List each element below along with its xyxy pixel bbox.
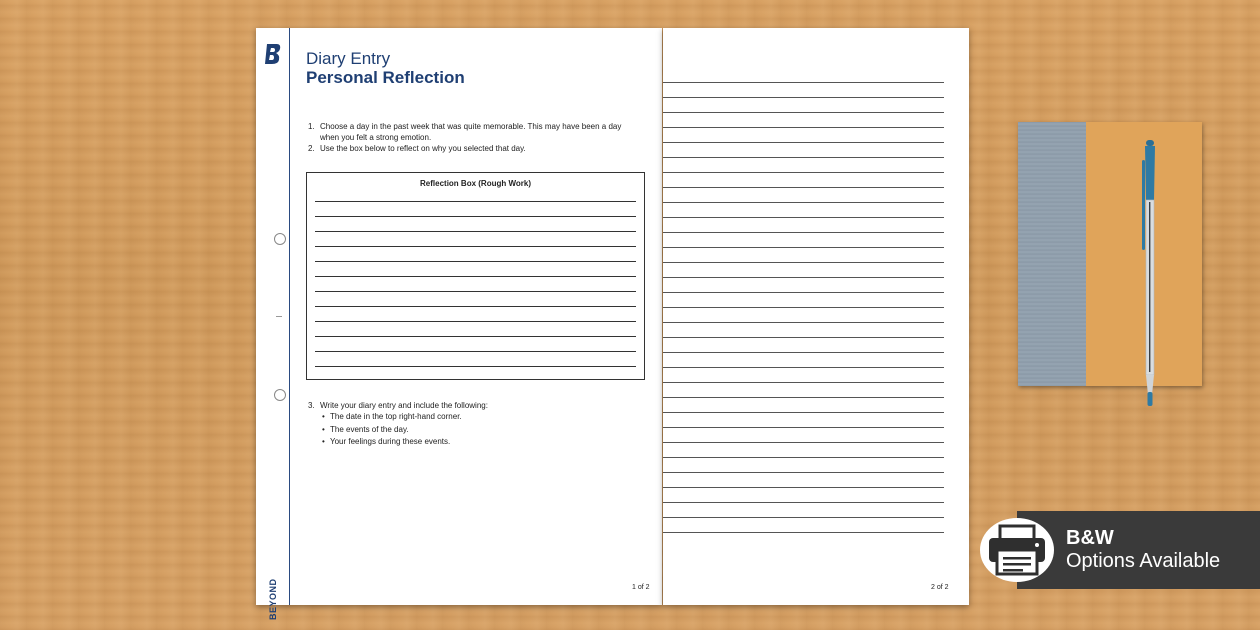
brand-label: BEYOND — [268, 578, 278, 620]
writing-line — [663, 487, 944, 488]
fold-mark — [276, 316, 282, 317]
page-number: 1 of 2 — [632, 584, 650, 591]
bullet-item: • The events of the day. — [322, 424, 409, 434]
writing-line — [663, 172, 944, 173]
writing-line — [663, 442, 944, 443]
worksheet-page-1 — [256, 28, 662, 620]
writing-line — [663, 307, 944, 308]
writing-line — [663, 337, 944, 338]
writing-line — [663, 517, 944, 518]
writing-line — [315, 351, 636, 352]
printer-icon — [985, 522, 1049, 578]
writing-line — [663, 292, 944, 293]
writing-line — [663, 157, 944, 158]
page-number: 2 of 2 — [931, 584, 949, 591]
writing-line — [663, 412, 944, 413]
reflection-box[interactable] — [306, 172, 645, 380]
writing-line — [663, 217, 944, 218]
badge-title: B&W — [1066, 527, 1114, 549]
writing-line — [315, 291, 636, 292]
writing-line — [663, 187, 944, 188]
notebook-spine — [1018, 122, 1086, 386]
writing-line — [315, 261, 636, 262]
writing-line — [663, 262, 944, 263]
reflection-box-title: Reflection Box (Rough Work) — [420, 179, 531, 188]
binder-hole — [274, 389, 286, 401]
badge-subtitle: Options Available — [1066, 550, 1221, 572]
writing-line — [315, 201, 636, 202]
writing-line — [315, 336, 636, 337]
writing-line — [663, 472, 944, 473]
bullet-item: • The date in the top right-hand corner. — [322, 412, 462, 421]
writing-line — [663, 367, 944, 368]
binder-hole — [274, 233, 286, 245]
page-spine — [256, 28, 290, 605]
bullet-item: • Your feelings during these events. — [322, 437, 451, 446]
writing-line — [315, 366, 636, 367]
page-title: Diary Entry — [306, 49, 391, 68]
notebook — [1018, 122, 1202, 386]
instruction-2: 2. Use the box below to reflect on why you selected that day. — [308, 144, 526, 153]
instruction-3: 3. Write your diary entry and include the following: — [308, 401, 488, 410]
instruction-1: 1. Choose a day in the past week that was quite memorable. This may have been a day when you felt a strong emotion. — [308, 122, 622, 142]
writing-line — [663, 532, 944, 533]
writing-line — [663, 352, 944, 353]
writing-line — [663, 322, 944, 323]
writing-line — [663, 232, 944, 233]
page-subtitle: Personal Reflection — [306, 68, 465, 87]
writing-line — [663, 202, 944, 203]
writing-line — [663, 127, 944, 128]
bullet-list — [322, 412, 462, 450]
worksheet-page-2 — [663, 28, 969, 605]
writing-line — [315, 246, 636, 247]
writing-line — [663, 427, 944, 428]
writing-line — [663, 277, 944, 278]
pen-icon — [1141, 140, 1159, 408]
writing-line — [663, 97, 944, 98]
writing-line — [663, 82, 944, 83]
writing-line — [663, 397, 944, 398]
writing-line — [663, 502, 944, 503]
writing-line — [663, 247, 944, 248]
writing-line — [663, 112, 944, 113]
beyond-logo-icon — [264, 42, 282, 66]
writing-line — [315, 321, 636, 322]
writing-line — [315, 306, 636, 307]
writing-line — [663, 142, 944, 143]
writing-line — [663, 457, 944, 458]
writing-line — [315, 231, 636, 232]
writing-line — [315, 276, 636, 277]
writing-line — [315, 216, 636, 217]
writing-line — [663, 382, 944, 383]
